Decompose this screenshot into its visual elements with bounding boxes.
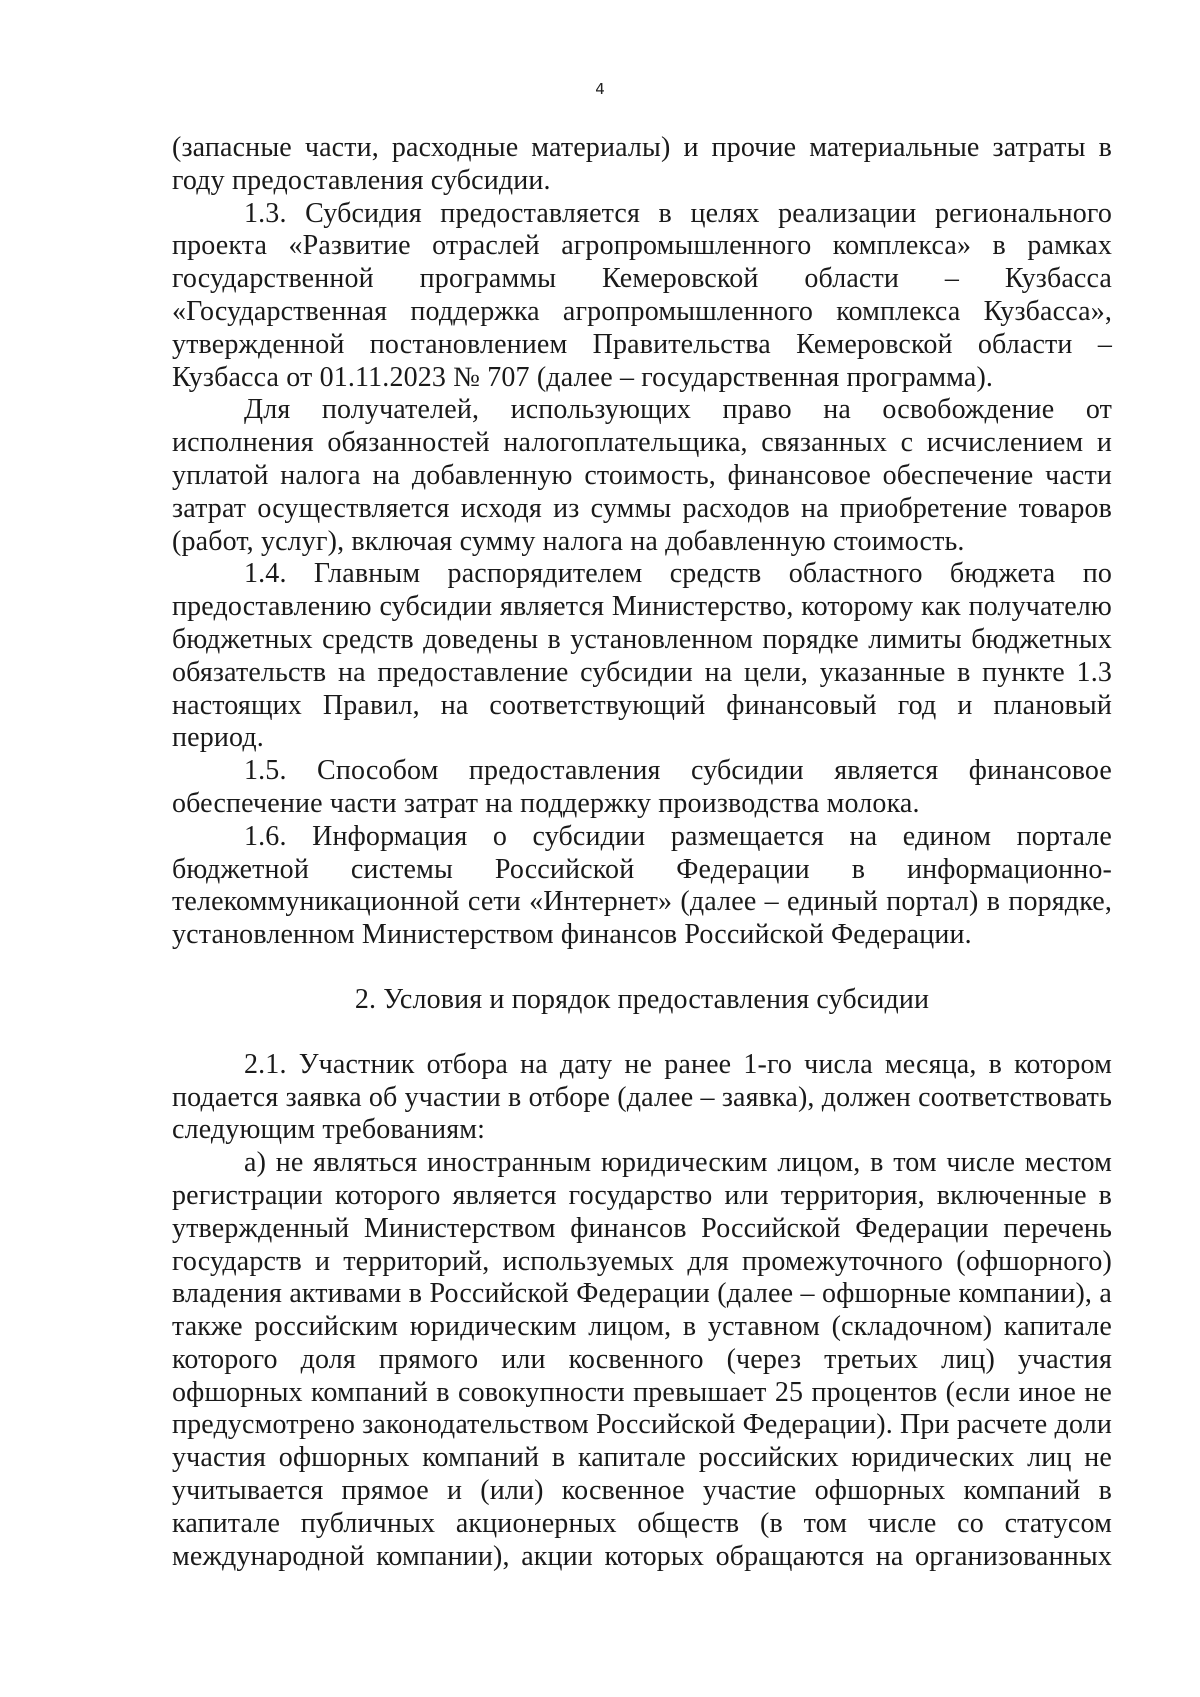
paragraph-1-6: 1.6. Информация о субсидии размещается на едином портале бюджетной системы Российской Федерации в информационно-телекоммуникационной сети «Интернет» (далее – единый портал) в порядке, установленном Министерством финансов Российской Федерации. xyxy=(172,820,1112,951)
paragraph-2-1: 2.1. Участник отбора на дату не ранее 1-го числа месяца, в котором подается заявка об участии в отборе (далее – заявка), должен соответствовать следующим требованиям: xyxy=(172,1048,1112,1146)
paragraph-continuation: (запасные части, расходные материалы) и прочие материальные затраты в году предоставления субсидии. xyxy=(172,132,1112,196)
page-number: 4 xyxy=(595,80,605,98)
paragraph-vat-exemption: Для получателей, использующих право на освобождение от исполнения обязанностей налогоплательщика, связанных с исчислением и уплатой налога на добавленную стоимость, финансовое обеспечение части затрат осуществляется исходя из суммы расходов на приобретение товаров (работ, услуг), включая сумму налога на добавленную стоимость. xyxy=(172,394,1112,557)
paragraph-2-1-a: а) не являться иностранным юридическим лицом, в том числе местом регистрации которого является государство или территория, включенные в утвержденный Министерством финансов Российской Федерации перечень государств и территорий, используемых для промежуточного (офшорного) владения активами в Российской Федерации (далее – офшорные компании), а также российским юридическим лицом, в уставном (складочном) капитале которого доля прямого или косвенного (через третьих лиц) участия офшорных компаний в совокупности превышает 25 процентов (если иное не предусмотрено законодательством Российской Федерации). При расчете доли участия офшорных компаний в капитале российских юридических лиц не учитывается прямое и (или) косвенное участие офшорных компаний в капитале публичных акционерных обществ (в том числе со статусом международной компании), акции которых обращаются на организованных xyxy=(172,1147,1112,1572)
section-heading-2: 2. Условия и порядок предоставления субсидии xyxy=(354,983,930,1015)
paragraph-1-5: 1.5. Способом предоставления субсидии является финансовое обеспечение части затрат на поддержку производства молока. xyxy=(172,755,1112,819)
document-body xyxy=(172,132,1112,1573)
paragraph-1-3: 1.3. Субсидия предоставляется в целях реализации регионального проекта «Развитие отраслей агропромышленного комплекса» в рамках государственной программы Кемеровской области – Кузбасса «Государственная поддержка агропромышленного комплекса Кузбасса», утвержденной постановлением Правительства Кемеровской области – Кузбасса от 01.11.2023 № 707 (далее – государственная программа). xyxy=(172,197,1112,393)
paragraph-1-4: 1.4. Главным распорядителем средств областного бюджета по предоставлению субсидии является Министерство, которому как получателю бюджетных средств доведены в установленном порядке лимиты бюджетных обязательств на предоставление субсидии на цели, указанные в пункте 1.3 настоящих Правил, на соответствующий финансовый год и плановый период. xyxy=(172,558,1112,754)
